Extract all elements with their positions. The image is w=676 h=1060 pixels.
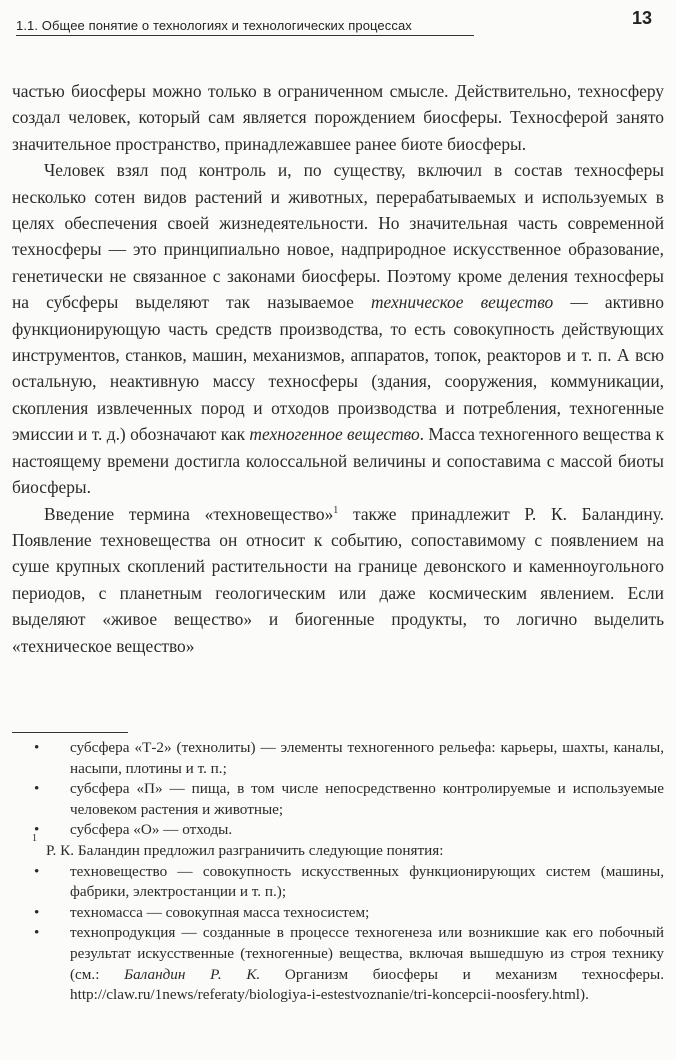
footnote-list-item: • техномасса — совокупная масса техносистем; xyxy=(32,903,664,924)
citation-author: Баландин Р. К. xyxy=(124,965,261,983)
footnote-1: 1 Р. К. Баландин предложил разграничить следующие понятия: xyxy=(32,832,444,859)
running-title: 1.1. Общее понятие о технологиях и технологических процессах xyxy=(16,18,412,33)
term-technical-substance: техническое вещество xyxy=(370,292,554,313)
footnote-separator xyxy=(12,732,128,733)
bullet-icon: • xyxy=(34,924,40,942)
citation-link[interactable]: Организм биосферы и механизм техносферы. http://claw.ru/1news/referaty/biologiya-i-estestvoznanie/tri-koncepcii-noosfery.html). xyxy=(70,965,664,1004)
paragraph-2: Человек взял под контроль и, по существу, включил в состав техносферы несколько сотен видов растений и животных, перерабатываемых и используемых в целях обеспечения своей жизнедеятельности. Но значительная часть современной техносферы — это принципиально новое, надприродное искусственное образование, генетически не связанное с законами биосферы. Поэтому кроме деления техносферы на субсферы выделяют так называемое техническое вещество — активно функционирующую часть средств производства, то есть совокупность действующих инструментов, станков, машин, механизмов, аппаратов, топок, реакторов и т. п. А всю остальную, неактивную массу техносферы (здания, сооружения, коммуникации, скопления извлеченных пород и отходов производства и потребления, техногенные эмиссии и т. д.) обозначают как техногенное вещество. Масса техногенного вещества к настоящему времени достигла колоссальной величины и сопоставима с массой биоты биосферы. xyxy=(12,160,664,498)
footnote-list-item: • субсфера «Т-2» (технолиты) — элементы техногенного рельефа: карьеры, шахты, каналы, насыпи, плотины и т. п.; xyxy=(34,739,664,777)
bullet-icon: • xyxy=(34,903,40,921)
paragraph-1: частью биосферы можно только в ограниченном смысле. Действительно, техносферу создал человек, который сам является порождением биосферы. Техносферой занято значительное пространство, принадлежавшее ранее биоте биосферы. xyxy=(12,81,664,154)
bullet-icon: • xyxy=(34,862,40,880)
main-text xyxy=(12,78,664,659)
footnote-list-item: • технопродукция — созданные в процессе техногенеза или возникшие как его побочный результат искусственные (техногенные) вещества, включая вышедшую из строя технику (см.: Баландин Р. К. Организм биосферы и механизм техносферы. http://claw.ru/1news/referaty/biologiya-i-estestvoznanie/tri-koncepcii-noosfery.html). xyxy=(34,924,664,1004)
footnote-reference[interactable]: 1 xyxy=(333,504,339,516)
footnote-list-item: • субсфера «О» — отходы. xyxy=(32,820,664,841)
page-header xyxy=(16,8,662,36)
page-number: 13 xyxy=(631,8,652,28)
footnote-list-item: • техновещество — совокупность искусственных функционирующих систем (машины, фабрики, электростанции и т. п.); xyxy=(34,862,664,901)
footnotes xyxy=(32,738,664,1006)
footnote-list-item: • субсфера «П» — пища, в том числе непосредственно контролируемые и используемые человеком растения и животные; xyxy=(34,780,664,818)
bullet-icon: • xyxy=(34,780,40,798)
paragraph-3: Введение термина «техновещество»$^1$ также принадлежит Р. К. Баландину. Появление техновещества он относит к событию, сопоставимому с появлением на суше крупных скоплений растительности на границе девонского и каменноугольного периодов, с планетным геологическим или даже космическим явлением. Если выделяют «живое вещество» и биогенные продукты, то логично выделить «техническое вещество» xyxy=(12,503,664,656)
term-technogenic-substance: техногенное вещество xyxy=(249,424,420,445)
header-rule xyxy=(16,35,474,36)
bullet-icon: • xyxy=(34,739,40,756)
bullet-icon: • xyxy=(34,821,40,839)
